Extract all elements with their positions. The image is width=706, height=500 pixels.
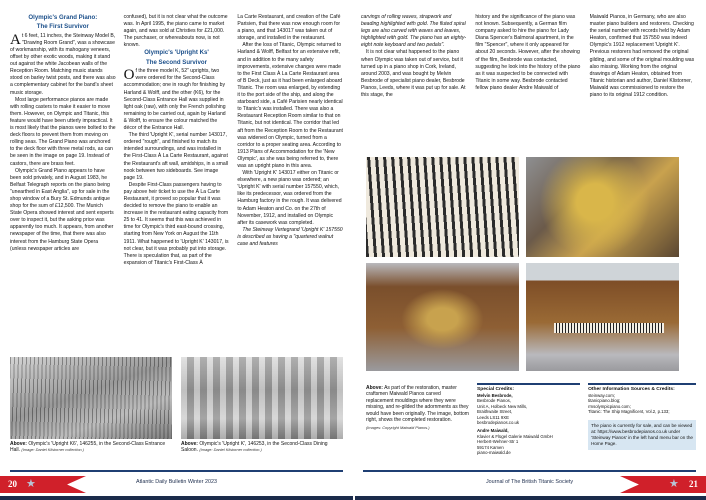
page-number: 20 xyxy=(8,479,17,489)
left-column-2 xyxy=(124,14,230,267)
caption-label: Above: xyxy=(181,441,198,447)
credit-link[interactable]: piano-maiwald.de xyxy=(477,450,511,456)
lead-paragraph-text: t 6 feet, 11 inches, the Steinway Model B, "Drawing Room Grand", was a showcase of workmanship, with its mahogany veneers, offset by other exotic woods, making it stand out against the white Jacobean walls of the Reception Room. Matching music stands stood on barley twist posts, and there was also a complementary cabinet for the band's sheet music storage. xyxy=(10,32,116,96)
page-number: 21 xyxy=(689,479,698,489)
photo-row-bottom xyxy=(366,263,693,371)
paragraph-continued: confused), but it is not clear what the outcome was. In April 1995, the piano came to market again, and was sold at Christies for £21,000. The purchaser, or whereabouts now, is not known. xyxy=(123,14,228,49)
caption-credit: (Image: Daniel Klistorner collection.) xyxy=(21,447,84,453)
credit-line: Andre Maiwald, xyxy=(477,428,509,434)
lead-paragraph-text: f the three model K, 52" uprights, two were ordered for the Second-Class accommodation; one in rough for finishing by Harland & Wolff, and the other (K6), for the Second-Class Entrance Hall was supplied in light oak (raw), with only the French polishing remaining to be carried out, again by Harland & Wolff, to ensure the colour matched the décor of the Entrance Hall. xyxy=(123,68,226,132)
sale-note-text: The piano is currently for sale, and can be viewed at: https://www.besbrodepianos.co.uk under 'Steinway Pianos' in the left hand menu bar on the Home Page. xyxy=(591,422,693,446)
right-page-folio-ribbon xyxy=(620,476,706,493)
right-column-3 xyxy=(590,14,696,99)
special-credits-heading: Special Credits: xyxy=(477,387,514,392)
figure-entrance-hall xyxy=(10,357,172,454)
paragraph: With 'Upright K' 143017 either on Titanic or elsewhere, a new piano was ordered; an 'Upright K' with serial number 157550, which, like its predecessor, was ordered from the Hamburg factory in the rough. It was delivered to Adam Heaton and Co. on the 27th of November, 1912, and installed on Olympic after its casework was completed. xyxy=(237,170,342,226)
right-page xyxy=(353,0,706,500)
source-link[interactable]: rmsolympicpiano.com; xyxy=(588,403,631,409)
keyboard-moulding-photo xyxy=(366,157,519,257)
credit-line: Braithwaite Street, xyxy=(477,409,513,415)
drop-cap-o: O xyxy=(123,67,135,84)
left-column-3 xyxy=(237,14,343,267)
entrance-hall-photo xyxy=(10,357,172,439)
footer-rule xyxy=(363,470,696,472)
restoration-caption-credit: (Images: Copyright Maiwald Pianos.) xyxy=(366,425,430,431)
figure-caption xyxy=(181,441,343,454)
article-heading-line1: Olympic's Grand Piano: xyxy=(28,14,98,21)
caption-text: Olympic's 'Upright K6', 146255, in the Second-Class Entrance Hall. xyxy=(10,441,166,454)
credit-link[interactable]: besbrodepianos.co.uk xyxy=(477,420,520,426)
article-heading-line2: The First Survivor xyxy=(36,23,89,31)
star-icon: ★ xyxy=(669,478,679,490)
caption-label: Above: xyxy=(366,385,383,391)
restored-piano-photo xyxy=(526,263,679,371)
caption-label: Above: xyxy=(10,441,27,447)
other-sources-block xyxy=(588,383,696,455)
source-link[interactable]: steinway.com; xyxy=(588,393,615,398)
special-credits-block xyxy=(477,383,580,455)
paragraph-continued-italic: carvings of rolling waves, strapwork and beading highlighted with gold. The fluted spiral legs are also carved with waves and leaves, highlighted with gold. The piano has an eighty-eight note keyboard and two pedals". xyxy=(361,14,467,49)
drop-cap-a: A xyxy=(10,31,21,48)
lead-paragraph xyxy=(124,68,230,132)
source-line: Titanic: The Ship Magnificent, Vol.2, p.133; xyxy=(588,409,670,415)
photo-row-top xyxy=(366,157,693,257)
right-page-bottom-row xyxy=(366,383,696,455)
section-heading-line1: Olympic's 'Upright Ks' xyxy=(144,49,209,57)
star-icon: ★ xyxy=(26,478,36,490)
left-page-columns xyxy=(10,14,343,267)
paragraph: Maiwald Pianos, in Germany, who are also master piano builders and restorers. Checking the serial number with records held by Adam Heaton, confirmed that 157550 was indeed Olympic's 1912 replacement 'Upright K'. Previous restorers had removed the original gilding, and some of the original moulding was also missing. Working from the original drawings of Adam Heaton, obtained from Titanic historian and author, Daniel Klistorner, Maiwald was commissioned to restore the piano to its original 1912 condition. xyxy=(589,14,695,99)
other-sources-rule xyxy=(588,383,696,385)
footer-publication-title: Atlantic Daily Bulletin Winter 2023 xyxy=(136,479,217,485)
paragraph: The Steinway Vertegrand 'Upright K' 157550 is described as having a "quartered walnut case and features xyxy=(237,226,343,247)
dining-saloon-photo xyxy=(181,357,343,439)
paragraph: After the loss of Titanic, Olympic returned to Harland & Wolff, Belfast for an extensive refit, and in addition to the many safety improvements, extensive changes were made to the First Class À La Carte Restaurant area of B Deck, just as it had been enlarged aboard Titanic. The room was enlarged, by extending it to the port side of the ship, and along the starboard side, a Café Parisien nearly identical to Titanic's was installed. There was also a Restaurant Reception Room similar to that on Titanic, but not identical. The corridor that led aft from the Reception Room to the Restaurant was widened on Olympic, turned from a corridor to a proper seating area. According to 1913 Plans of Accommodation for the 'New Olympic', as she was being referred to, there was an upright piano in this area. xyxy=(237,42,343,169)
paragraph: Most large performance pianos are made with rolling casters to make it easier to move them. However, on Olympic and Titanic, this feature would have been utterly impractical. It is most likely that the pianos were bolted to the deck floors to prevent them from moving on rolling seas. The Grand Piano was anchored to the deck floor with three metal rods, as can be seen in the image on page 19. Instead of castors, there are brass feet. xyxy=(10,96,116,167)
paragraph: La Carte Restaurant, and creation of the Café Parisien, that there was now enough room for a piano, and that 143017 was taken out of storage, and installed in the restaurant. xyxy=(237,14,341,42)
credit-line: Melvin Besbrode, xyxy=(477,393,513,398)
right-column-2 xyxy=(475,14,581,99)
gilded-moulding-photo xyxy=(526,157,679,257)
restoration-caption xyxy=(366,385,469,423)
figure-dining-saloon xyxy=(181,357,343,454)
credit-line: Besbrode Pianos, xyxy=(477,398,511,404)
carved-panel-photo xyxy=(366,263,519,371)
page-gutter xyxy=(353,0,355,500)
section-heading-line2: The Second Survivor xyxy=(146,58,207,66)
figure-caption xyxy=(10,441,172,454)
paragraph: It is not clear what happened to the piano when Olympic was taken out of service, but it turned up in a piano shop in Cork, Ireland, around 2003, and was bought by Melvin Besbrode of specialist piano dealer, Besbrode Pianos, Leeds, where it was put up for sale. At this stage, the xyxy=(361,49,466,99)
paragraph: The third 'Upright K', serial number 143017, ordered "rough", and finished to match its intended surroundings, and was installed in the First-Class À La Carte Restaurant, against the Restaurant's aft wall, amidships, in a small nook between two sideboards. See image page 19. xyxy=(123,132,228,181)
restoration-caption-block xyxy=(366,383,469,455)
special-credits-rule xyxy=(477,383,580,385)
credit-line: Herbert-Wehner-Str 1 xyxy=(477,439,519,445)
paragraph: Despite First-Class passengers having to pay above heir ticket to use the À La Carte Restaurant, it proved so popular that it was decided to remove the piano to enable an increase in the restaurant eating capacity from 25 to 41. It seems that this was achieved in time for Olympic's third east-bound crossing, starting from New York on August the 11th 1911. What happened to 'Upright K' 143017, is not clear, but it was probably put into storage. There is speculation that, as part of the expansion of Titanic's First-Class À xyxy=(123,181,229,266)
paragraph: history and the significance of the piano was not known. Subsequently, a German film company asked to hire the piano for Lady Diana Spencer's Balmoral apartment, in the film "Spencer", where it only appeared for about 20 seconds. However, after the showing of the film, Besbrode was contacted, suggesting he look into the history of the piano as it was suspected to be connected with Titanic in some way. Besbrode contacted fellow piano dealer Andre Maiwald of xyxy=(475,14,581,91)
caption-text: Olympic's 'Upright K', 146253, in the Second-Class Dining Saloon. xyxy=(181,441,328,454)
restoration-photo-grid xyxy=(366,157,693,371)
footer-rule xyxy=(10,470,343,472)
source-link[interactable]: titanicpiano.blog; xyxy=(588,398,621,404)
caption-credit: (Image: Daniel Klistorner collection.) xyxy=(199,447,262,453)
caption-text: As part of the restoration, master craftsmen Maiwald Pianos carved replacement mouldings where they were missing, and re-gilded the adornments as they would have been originally. The image, bottom right, shows the completed restoration. xyxy=(366,385,469,424)
sale-note-box xyxy=(588,420,696,450)
credit-line: Unit A, Holbeck New Mills, xyxy=(477,403,528,409)
credit-line: 59174 Kamen xyxy=(477,444,504,450)
other-sources-heading: Other Information Sources & Credits: xyxy=(588,387,675,392)
footer-publication-title: Journal of The British Titanic Society xyxy=(485,479,574,485)
right-page-columns xyxy=(361,14,696,99)
lead-paragraph xyxy=(10,33,116,97)
left-page-figure-row xyxy=(10,357,343,454)
paragraph: Olympic's Grand Piano appears to have been sold privately, and in August 1983, he Belfast Telegraph reports on the piano being "unearthed in East Anglia", up for sale in the shop window of a Bury St. Edmunds antique shop for the sum of £12,500. The Munich State Opera showed interest and sent experts over to inspect it, but the asking price was apparently too much. It appears, from another newspaper of the time, that there was also interest from the Hamburg State Opera (unless newspaper articles are xyxy=(10,167,114,252)
left-column-1 xyxy=(10,14,116,267)
right-column-1 xyxy=(361,14,467,99)
credit-line: Leeds LS11 9XE xyxy=(477,414,509,420)
left-page-folio-ribbon xyxy=(0,476,86,493)
credit-line: Klavier & Flügel Galerie Maiwald GmbH xyxy=(477,433,553,439)
